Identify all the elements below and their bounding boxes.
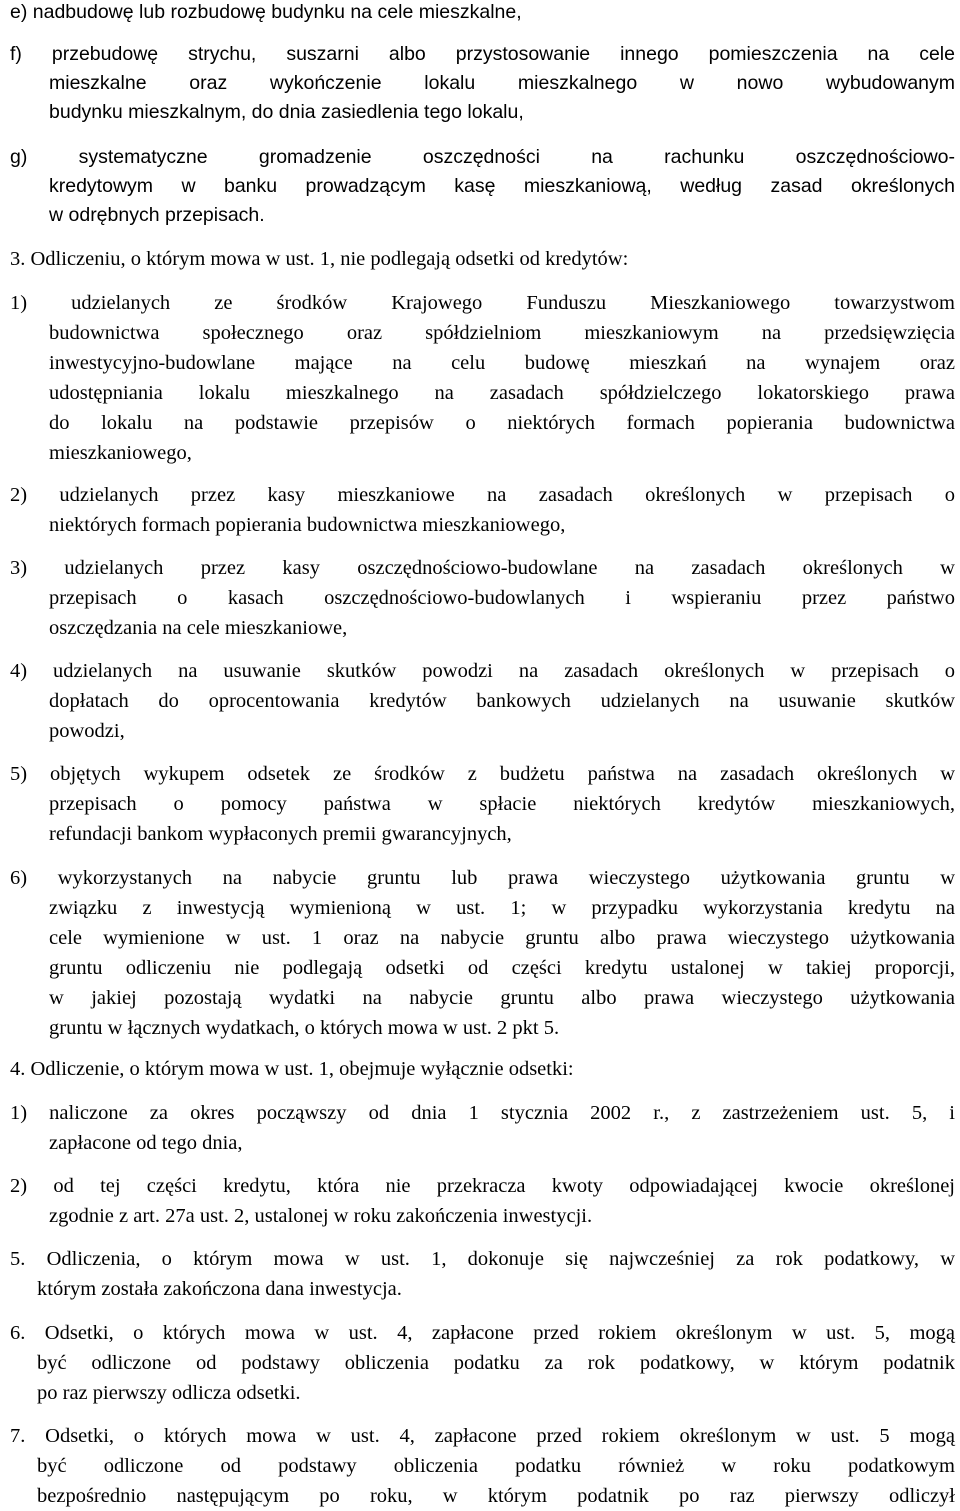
text-line: mieszkaniowego, — [49, 442, 192, 464]
text-line: 6. Odsetki, o których mowa w ust. 4, zapłacone przed rokiem określonym w ust. 5, mogą — [10, 1322, 955, 1344]
text-line: udostępniania lokalu mieszkalnego na zasadach spółdzielczego lokatorskiego prawa — [49, 382, 955, 404]
text-line: 2) udzielanych przez kasy mieszkaniowe na zasadach określonych w przepisach o — [10, 484, 955, 506]
text-line: 5. Odliczenia, o którym mowa w ust. 1, dokonuje się najwcześniej za rok podatkowy, w — [10, 1248, 955, 1270]
text-line: być odliczone od podstawy obliczenia podatku również w roku podatkowym — [37, 1455, 955, 1477]
text-line: bezpośrednio następującym po roku, w którym podatnik po raz pierwszy odliczył — [37, 1485, 955, 1507]
text-line: związku z inwestycją wymienioną w ust. 1; w przypadku wykorzystania kredytu na — [49, 897, 955, 919]
text-line: budownictwa społecznego oraz spółdzielniom mieszkaniowym na przedsięwzięcia — [49, 322, 955, 344]
text-line: 3. Odliczeniu, o którym mowa w ust. 1, nie podlegają odsetki od kredytów: — [10, 248, 629, 270]
text-line: po raz pierwszy odlicza odsetki. — [37, 1382, 301, 1404]
text-line: którym została zakończona dana inwestycja. — [37, 1278, 402, 1300]
text-line: inwestycyjno-budowlane mające na celu budowę mieszkań na wynajem oraz — [49, 352, 955, 374]
text-line: budynku mieszkalnym, do dnia zasiedlenia tego lokalu, — [49, 101, 524, 123]
text-line: cele wymienione w ust. 1 oraz na nabycie gruntu albo prawa wieczystego użytkowania — [49, 927, 955, 949]
text-line: niektórych formach popierania budownictwa mieszkaniowego, — [49, 514, 566, 536]
text-line: w jakiej pozostają wydatki na nabycie gruntu albo prawa wieczystego użytkowania — [49, 987, 955, 1009]
text-line: f) przebudowę strychu, suszarni albo przystosowanie innego pomieszczenia na cele — [10, 43, 955, 65]
text-line: zgodnie z art. 27a ust. 2, ustalonej w roku zakończenia inwestycji. — [49, 1205, 593, 1227]
text-line: 2) od tej części kredytu, która nie przekracza kwoty odpowiadającej kwocie określonej — [10, 1175, 955, 1197]
text-line: 5) objętych wykupem odsetek ze środków z budżetu państwa na zasadach określonych w — [10, 763, 955, 785]
text-line: e) nadbudowę lub rozbudowę budynku na cele mieszkalne, — [10, 1, 522, 23]
text-line: 6) wykorzystanych na nabycie gruntu lub prawa wieczystego użytkowania gruntu w — [10, 867, 955, 889]
text-line: 1) udzielanych ze środków Krajowego Funduszu Mieszkaniowego towarzystwom — [10, 292, 955, 314]
text-line: kredytowym w banku prowadzącym kasę mieszkaniową, według zasad określonych — [49, 175, 955, 197]
text-line: 3) udzielanych przez kasy oszczędnościowo-budowlane na zasadach określonych w — [10, 557, 955, 579]
text-line: 7. Odsetki, o których mowa w ust. 4, zapłacone przed rokiem określonym w ust. 5 mogą — [10, 1425, 955, 1447]
text-line: refundacji bankom wypłaconych premii gwarancyjnych, — [49, 823, 512, 845]
text-line: 4. Odliczenie, o którym mowa w ust. 1, obejmuje wyłącznie odsetki: — [10, 1058, 574, 1080]
text-line: 1) naliczone za okres począwszy od dnia 1 stycznia 2002 r., z zastrzeżeniem ust. 5, i — [10, 1102, 955, 1124]
text-line: do lokalu na podstawie przepisów o niektórych formach popierania budownictwa — [49, 412, 955, 434]
text-line: być odliczone od podstawy obliczenia podatku za rok podatkowy, w którym podatnik — [37, 1352, 955, 1374]
text-line: w odrębnych przepisach. — [49, 204, 265, 226]
text-line: przepisach o kasach oszczędnościowo-budowlanych i wspieraniu przez państwo — [49, 587, 955, 609]
text-line: powodzi, — [49, 720, 125, 742]
text-line: oszczędzania na cele mieszkaniowe, — [49, 617, 348, 639]
text-line: g) systematyczne gromadzenie oszczędności na rachunku oszczędnościowo- — [10, 146, 955, 168]
text-line: gruntu w łącznych wydatkach, o których mowa w ust. 2 pkt 5. — [49, 1017, 560, 1039]
text-line: 4) udzielanych na usuwanie skutków powodzi na zasadach określonych w przepisach o — [10, 660, 955, 682]
text-line: zapłacone od tego dnia, — [49, 1132, 243, 1154]
text-line: gruntu odliczeniu nie podlegają odsetki od części kredytu ustalonej w takiej proporcji, — [49, 957, 955, 979]
text-line: mieszkalne oraz wykończenie lokalu mieszkalnego w nowo wybudowanym — [49, 72, 955, 94]
text-line: dopłatach do oprocentowania kredytów bankowych udzielanych na usuwanie skutków — [49, 690, 955, 712]
text-line: przepisach o pomocy państwa w spłacie niektórych kredytów mieszkaniowych, — [49, 793, 955, 815]
